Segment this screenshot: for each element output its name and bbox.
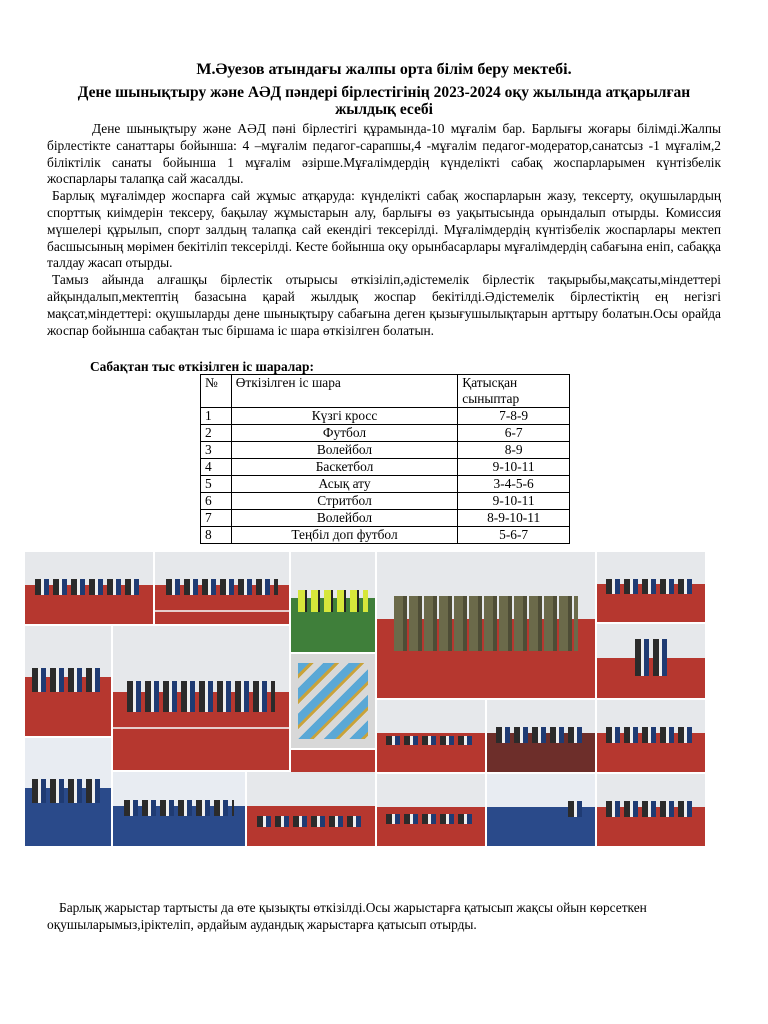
row-number: 7 (201, 510, 232, 527)
header-classes: Қатысқан сыныптар (458, 375, 570, 408)
photo-class-group-right (597, 700, 705, 772)
row-event: Теңбіл доп футбол (231, 527, 458, 544)
row-event: Стритбол (231, 493, 458, 510)
row-event: Күзгі кросс (231, 408, 458, 425)
photo-collage (25, 550, 707, 848)
events-table (200, 374, 570, 544)
photo-streetball (377, 774, 485, 846)
table-row (201, 527, 570, 544)
photo-kids-mat (25, 738, 111, 846)
row-number: 3 (201, 442, 232, 459)
photo-asyk-game (247, 772, 375, 846)
table-row (201, 476, 570, 493)
photo-red-floor (291, 750, 375, 772)
photo-tug-of-war (155, 552, 289, 624)
row-classes: 8-9 (458, 442, 570, 459)
photo-class-group-top-right (597, 552, 705, 622)
row-classes: 9-10-11 (458, 459, 570, 476)
table-row (201, 510, 570, 527)
photo-teacher-portrait (597, 624, 705, 698)
table-row (201, 442, 570, 459)
table-row (201, 459, 570, 476)
photo-students-line (25, 626, 111, 736)
row-classes: 9-10-11 (458, 493, 570, 510)
photo-kids-group (113, 772, 245, 846)
photo-basketball-game (377, 700, 485, 772)
photo-volleyball-team (113, 626, 289, 770)
photo-military-group (377, 552, 595, 698)
header-event: Өткізілген іс шара (231, 375, 458, 408)
row-event: Баскетбол (231, 459, 458, 476)
row-number: 4 (201, 459, 232, 476)
school-title: М.Әуезов атындағы жалпы орта білім беру мектебі. (196, 61, 572, 78)
table-row (201, 408, 570, 425)
row-classes: 8-9-10-11 (458, 510, 570, 527)
row-number: 1 (201, 408, 232, 425)
table-row (201, 425, 570, 442)
row-classes: 5-6-7 (458, 527, 570, 544)
report-body (47, 121, 721, 339)
photo-team-lineup (487, 700, 595, 772)
closing-text (47, 899, 721, 933)
row-event: Волейбол (231, 442, 458, 459)
photo-award-group (597, 774, 705, 846)
row-event: Асық ату (231, 476, 458, 493)
photo-football-team (291, 552, 375, 652)
table-heading: Сабақтан тыс өткізілген іс шаралар: (90, 359, 314, 374)
row-classes: 7-8-9 (458, 408, 570, 425)
row-classes: 6-7 (458, 425, 570, 442)
photo-mat-exercise (487, 774, 595, 846)
row-number: 5 (201, 476, 232, 493)
row-classes: 3-4-5-6 (458, 476, 570, 493)
photo-medals (291, 654, 375, 748)
table-header-row (201, 375, 570, 408)
row-event: Волейбол (231, 510, 458, 527)
paragraph-plan: Тамыз айында алғашқы бірлестік отырысы өткізіліп,әдістемелік бірлестік тақырыбы,мақсаты,міндеттері айқындалып,мектептің базасына қарай жылдық жоспар бекітілді.Әдістемелік бірлестіктің ең негізгі мақсат,міндеттері: оқушыларды дене шынықтыру сабағына деген қызығушылықтарын арттыру болатын.Осы орайда жоспар бойынша сабақтан тыс біршама іс шара өткізілген болатын. (47, 272, 721, 338)
photo-gym-group (25, 552, 153, 624)
row-number: 6 (201, 493, 232, 510)
row-event: Футбол (231, 425, 458, 442)
closing-paragraph: Барлық жарыстар тартысты да өте қызықты өткізілді.Осы жарыстарға қатысып жақсы ойын көрсеткен оқушыларымыз,іріктеліп, әрдайым аудандық жарыстарға қатысып отырды. (47, 900, 647, 932)
header-number: № (201, 375, 232, 408)
row-number: 8 (201, 527, 232, 544)
paragraph-staff: Дене шынықтыру және АӘД пәні бірлестігі құрамында-10 мұғалім бар. Барлығы жоғары білімді.Жалпы бірлестікте санаттары бойынша: 4 –мұғалім педагог-сарапшы,4 -мұғалім педагог-модератор,санатсыз -1 мұғалім,2 біліктілік санаты бойынша 1 мұғалім әзірше.Мұғалімдердің күнделікті сабақ жоспарларымен күнтізбелік жоспарлары талапқа сай жасалды. (47, 121, 721, 187)
table-row (201, 493, 570, 510)
row-number: 2 (201, 425, 232, 442)
paragraph-work: Барлық мұғалімдер жоспарға сай жұмыс атқаруда: күнделікті сабақ жоспарларын жазу, тексерту, оқушылардың спорттық киімдерін тексеру, бақылау жұмыстарын алу, барлығы өз уақытысында орындалып отырды. Комиссия мүшелері құрылып, спорт залдың талапқа сай екендігі тексерілді. Мұғалімдердің күнтізбелік жоспарлары мектеп басшысының мөрімен бекітіліп тексерілді. Кесте бойынша оқу орынбасарлары мұғалімдердің сабағына еніп, сабаққа талдау жасап отырды. (47, 188, 721, 271)
report-title: Дене шынықтыру және АӘД пәндері бірлестігінің 2023-2024 оқу жылында атқарылған жылдық есебі (77, 84, 691, 118)
